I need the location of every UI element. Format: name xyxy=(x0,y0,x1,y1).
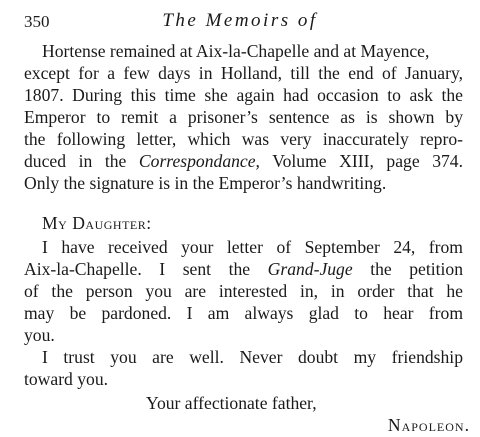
correspondance-title: Correspondance, xyxy=(138,151,260,171)
page-number: 350 xyxy=(24,12,50,31)
line-6-text-start: duced in the xyxy=(24,151,139,171)
paragraph-line-2: except for a few days in Holland, till the end of January, xyxy=(24,63,463,83)
paragraph-line-7: Only the signature is in the Emperor’s handwriting. xyxy=(24,173,387,193)
letter-line-7: toward you. xyxy=(24,369,109,389)
letter-line-2-end: the petition xyxy=(352,259,464,279)
paragraph-line-4: Emperor to remit a prisoner’s sentence as is shown by xyxy=(24,107,463,127)
letter-line-4: may be pardoned. I am always glad to hear from xyxy=(24,303,463,323)
grand-juge-term: Grand-Juge xyxy=(267,259,353,279)
letter-signature: Napoleon. xyxy=(387,415,470,435)
line-6-text-end: Volume XIII, page 374. xyxy=(259,151,463,171)
letter-line-2 xyxy=(24,258,463,280)
paragraph-line-5: the following letter, which was very inaccurately repro- xyxy=(24,129,463,149)
letter-salutation: My Daughter: xyxy=(42,213,152,233)
letter-line-3: of the person you are interested in, in order that he xyxy=(24,281,463,301)
letter-line-5: you. xyxy=(24,325,55,345)
paragraph-line-3: 1807. During this time she again had occasion to ask the xyxy=(24,85,463,105)
running-title: The Memoirs of xyxy=(162,10,318,31)
letter-line-2-start: Aix-la-Chapelle. I sent the xyxy=(24,259,268,279)
letter-line-6: I trust you are well. Never doubt my friendship xyxy=(42,347,463,367)
letter-line-1: I have received your letter of September 24, from xyxy=(42,237,463,257)
page-header xyxy=(24,8,456,32)
paragraph-line-6 xyxy=(24,150,463,172)
paragraph-line-1: Hortense remained at Aix-la-Chapelle and at Mayence, xyxy=(42,41,430,61)
letter-closing: Your affectionate father, xyxy=(146,393,317,413)
